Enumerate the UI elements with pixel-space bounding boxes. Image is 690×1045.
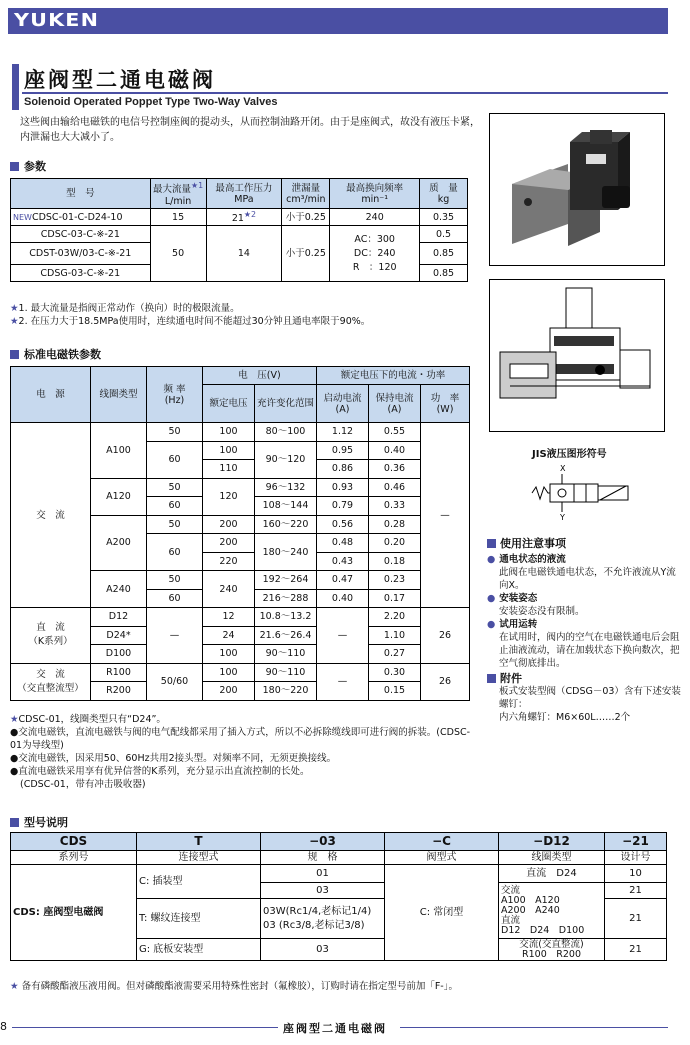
params-heading: 参数	[10, 158, 46, 174]
jis-symbol	[530, 462, 640, 522]
intro-text: 这些阀由输给电磁铁的电信号控制座阀的提动头，从而控制油路开闭。由于是座阀式，故没有液压卡紧，内泄漏也大大减小了。	[20, 117, 480, 143]
model-note: ★ 备有磷酸酯液压液用阀。但对磷酸酯液需要采用特殊性密封（氟橡胶），订购时请在指定型号前加「F-」。	[10, 981, 458, 992]
coil-table: 电 源 线圈类型 频 率 (Hz) 电 压(V) 额定电压下的电流・功率 额定电压 充许变化范围 启动电流 (A) 保持电流 (A) 功 率 (W) 交 流 A100 50 100 80～100 1.12 0.55 — 60 100 90～120 0.95 0.40 110 0.86 0.36 A120 50 120 96～132 0.93 0.46 60 108～144 0.79 0.33 A200 50 200 160～220 0.56 0.28 60 200 180～240 0.48 0.20 220 0.43 0.18 A240 50 240 192～264 0.47 0.23 60 216～288 0.40 0.17 直 流 （K系列） D12 — 12 10.8～13.2 — 2.20 26 D24* 24 21.6～26.4 1.10 D100 100 90～110 0.27 交 流 （交直整流型） R100 50/60 100 90～110 — 0.30 26 R200 200 180～220 0.15	[10, 366, 470, 701]
jis-symbol-title: JIS液压图形符号	[532, 449, 607, 460]
page-number: 8	[0, 1020, 7, 1033]
coil-notes: ★CDSC-01，线圈类型只有“D24”。 ●交流电磁铁，直流电磁铁与阀的电气配线都采用了插入方式，所以不必拆除缆线即可进行阀的拆装。(CDSC-01为导线型) ●交流电磁铁，因采用50、60Hz共用2接头型。对频率不同，无须更换接线。 ●直流电磁铁采用享有优异信誉的K系列，充分显示出直流控制的长处。 (CDSC-01，带有冲击吸收器)	[10, 714, 471, 790]
valve-photo	[489, 113, 665, 266]
params-table: 型 号 最大流量$^{★1}$ L/min 最高工作压力 MPa 泄漏量 cm³/min 最高换向频率 min⁻¹ 质 量 kg NEWCDSC-01-C-D24-10 15 $21^{★2}$ 小于0.25 240 0.35 CDSC-03-C-※-21 50 14 小于0.25 AC：300 DC：240 R ：120 0.5 CDST-03W/03-C-※-21 0.85 CDSG-03-C-※-21 0.85	[10, 178, 468, 282]
footer-rule-left	[12, 1027, 278, 1028]
footer-rule-right	[400, 1027, 668, 1028]
page-subtitle: Solenoid Operated Poppet Type Two-Way Valves	[24, 96, 278, 108]
params-notes: ★1. 最大流量是指阀正常动作（换向）时的极限流量。 ★2. 在压力大于18.5MPa使用时，连续通电时间不能超过30分钟且通电率限于90%。	[10, 303, 371, 327]
coil-heading: 标准电磁铁参数	[10, 346, 101, 362]
footer-title: 座阀型二通电磁阀	[283, 1022, 387, 1035]
yuken-logo: YUKEN	[14, 10, 100, 31]
jis-port-x: X	[560, 464, 566, 473]
header-bar	[8, 8, 668, 34]
cautions: 使用注意事项 ● 通电状态的液流 此阀在电磁铁通电状态，不允许液流从Y流向X。 ● 安装姿态 安装姿态没有限制。 ● 试用运转 在试用时，阀内的空气在电磁铁通电后会阻止油液流动，请在加载状态下换向数次，把空气彻底排出。 附件 板式安装型阀（CDSG－03）含有下述安装螺钉： 内六角螺钉：M6×60L……2个	[487, 537, 682, 724]
model-heading: 型号说明	[10, 814, 68, 830]
jis-port-y: Y	[560, 513, 565, 522]
valve-section-drawing	[489, 279, 665, 432]
title-accent	[12, 64, 19, 110]
title-rule	[22, 92, 668, 94]
page-title: 座阀型二通电磁阀	[24, 68, 216, 92]
model-table: CDS T −03 −C −D12 −21 系列号 连接型式 规 格 阀型式 线圈类型 设计号 CDS: 座阀型电磁阀 C: 插装型 01 C: 常闭型 直流 D24 10 03 交流 A100 A120 A200 A240 直流 D12 D24 D100 21 T: 螺纹连接型 03W(Rc1/4,老标记1/4) 03 (Rc3/8,老标记3/8) 21 G: 底板安装型 03 交流(交直整流) R100 R200 21	[10, 832, 667, 961]
